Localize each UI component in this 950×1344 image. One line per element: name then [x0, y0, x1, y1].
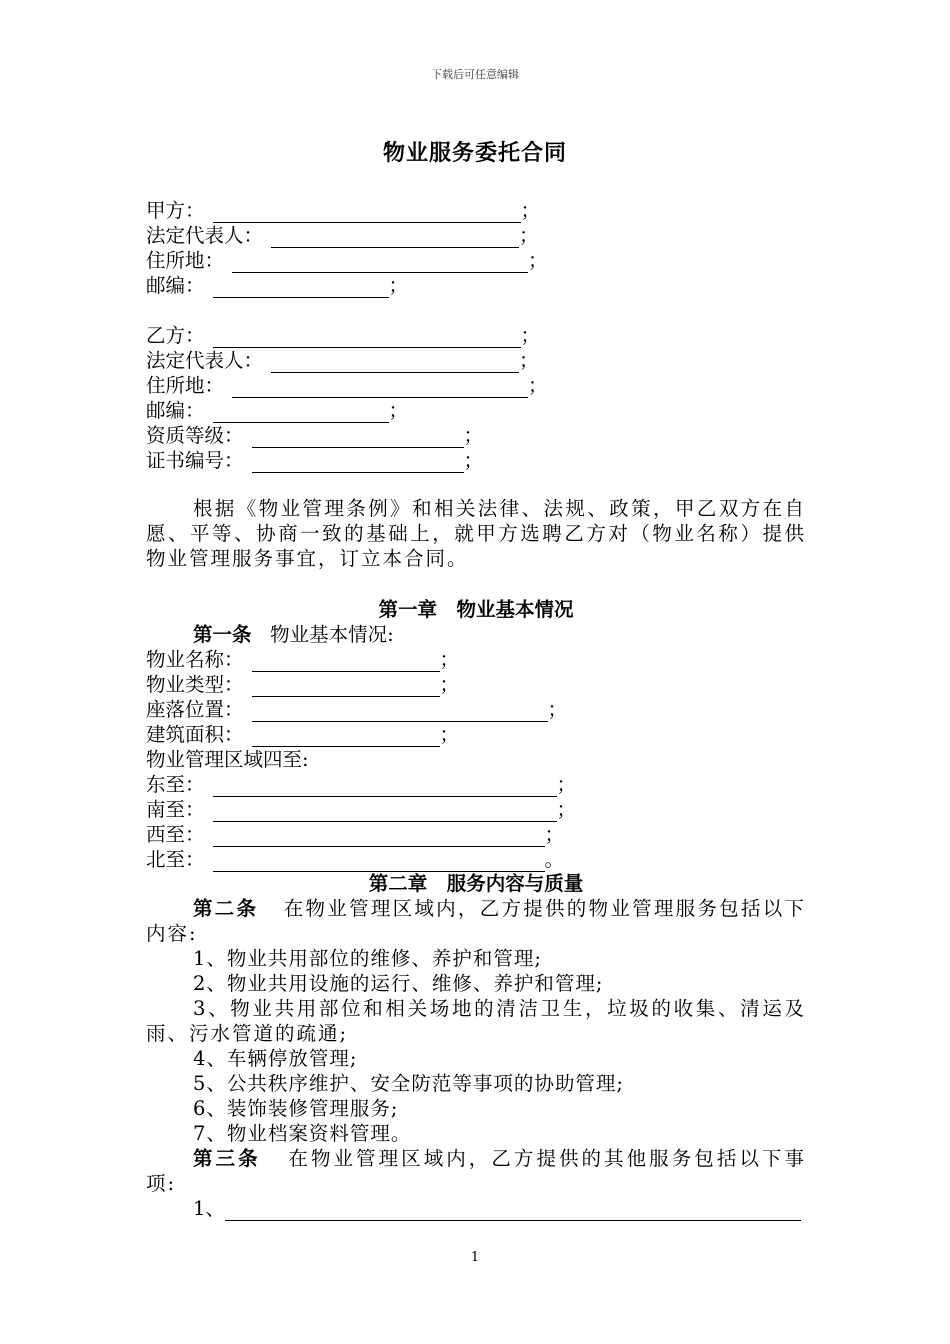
party-b-name-line — [146, 323, 806, 348]
semicolon: ； — [520, 324, 541, 347]
semicolon: ； — [556, 773, 577, 796]
chapter-2-block — [146, 871, 806, 1221]
party-a-address-blank[interactable] — [232, 253, 528, 273]
property-location-blank[interactable] — [252, 702, 548, 722]
page-number: 1 — [470, 1250, 480, 1265]
article-2-paragraph — [146, 896, 806, 946]
east-boundary-line — [146, 772, 806, 797]
north-boundary-label: 北至： — [146, 848, 205, 871]
party-b-certificate-label: 证书编号： — [146, 449, 244, 472]
property-type-label: 物业类型： — [146, 673, 244, 696]
north-boundary-line — [146, 847, 806, 872]
semicolon: ； — [439, 723, 460, 746]
article-1-line — [146, 622, 806, 647]
semicolon: ； — [439, 673, 460, 696]
west-boundary-line — [146, 822, 806, 847]
property-area-label: 建筑面积： — [146, 723, 244, 746]
intro-paragraph: 根据《物业管理条例》和相关法律、法规、政策，甲乙双方在自愿、平等、协商一致的基础上，就甲方选聘乙方对（物业名称）提供物业管理服务事宜，订立本合同。 — [146, 497, 806, 570]
article-3-item-1-line — [146, 1196, 806, 1221]
south-boundary-label: 南至： — [146, 798, 205, 821]
article-3-label: 第三条 — [193, 1147, 261, 1170]
party-b-address-label: 住所地： — [146, 374, 225, 397]
semicolon: ； — [528, 374, 548, 397]
party-a-postcode-blank[interactable] — [213, 278, 389, 298]
property-area-blank[interactable] — [252, 727, 440, 747]
semicolon: ； — [463, 424, 484, 447]
semicolon: ； — [519, 349, 539, 372]
semicolon: ； — [520, 199, 541, 222]
party-a-name-line — [146, 198, 806, 223]
article-1-text: 物业基本情况: — [270, 623, 394, 646]
service-item: 7、物业档案资料管理。 — [193, 1122, 412, 1145]
header-note: 下载后可任意编辑 — [431, 68, 519, 81]
party-a-name-label: 甲方： — [146, 199, 205, 222]
party-b-address-blank[interactable] — [232, 378, 528, 398]
party-a-block — [146, 198, 806, 298]
article-3-item-1-label: 1、 — [193, 1197, 225, 1220]
property-name-label: 物业名称： — [146, 648, 244, 671]
service-item: 5、公共秩序维护、安全防范等事项的协助管理; — [193, 1072, 624, 1095]
party-b-rep-line — [146, 348, 806, 373]
party-b-rep-label: 法定代表人： — [146, 349, 264, 372]
party-b-name-label: 乙方： — [146, 324, 205, 347]
party-a-address-line — [146, 248, 806, 273]
semicolon: ； — [556, 798, 577, 821]
west-boundary-blank[interactable] — [213, 827, 545, 847]
article-2-label: 第二条 — [193, 897, 259, 920]
party-b-qualification-blank[interactable] — [252, 428, 464, 448]
service-item: 6、装饰装修管理服务; — [193, 1097, 399, 1120]
party-b-postcode-blank[interactable] — [213, 403, 389, 423]
article-3-paragraph — [146, 1146, 806, 1196]
semicolon: ； — [544, 823, 565, 846]
chapter-1-block — [146, 597, 806, 872]
property-name-line — [146, 647, 806, 672]
contract-title: 物业服务委托合同 — [382, 140, 567, 166]
article-1-label: 第一条 — [193, 623, 252, 646]
property-location-label: 座落位置： — [146, 698, 244, 721]
party-a-name-blank[interactable] — [213, 203, 521, 223]
service-item: 3、物业共用部位和相关场地的清洁卫生，垃圾的收集、清运及雨、污水管道的疏通; — [146, 997, 806, 1045]
property-type-blank[interactable] — [252, 677, 440, 697]
period: 。 — [544, 848, 565, 871]
party-a-rep-label: 法定代表人： — [146, 224, 264, 247]
semicolon: ； — [547, 698, 568, 721]
party-a-postcode-label: 邮编： — [146, 274, 205, 297]
semicolon: ； — [439, 648, 460, 671]
article-2-text: 在物业管理区域内，乙方提供的物业管理服务包括以下内容: — [146, 897, 806, 945]
article-3-text: 在物业管理区域内，乙方提供的其他服务包括以下事项: — [146, 1147, 806, 1195]
party-a-address-label: 住所地： — [146, 249, 225, 272]
semicolon: ； — [528, 249, 548, 272]
service-item: 1、物业共用部位的维修、养护和管理; — [193, 947, 542, 970]
south-boundary-line — [146, 797, 806, 822]
party-a-rep-blank[interactable] — [271, 228, 519, 248]
party-b-name-blank[interactable] — [213, 328, 521, 348]
party-b-certificate-line — [146, 448, 806, 473]
party-b-qualification-line — [146, 423, 806, 448]
party-b-postcode-line — [146, 398, 806, 423]
party-b-address-line — [146, 373, 806, 398]
article-3-item-1-blank[interactable] — [225, 1201, 801, 1221]
west-boundary-label: 西至： — [146, 823, 205, 846]
party-b-certificate-blank[interactable] — [252, 453, 464, 473]
semicolon: ； — [463, 449, 484, 472]
semicolon: ； — [519, 224, 539, 247]
chapter-2-title: 第二章 服务内容与质量 — [368, 872, 584, 895]
property-type-line — [146, 672, 806, 697]
party-b-postcode-label: 邮编： — [146, 399, 205, 422]
service-item: 4、车辆停放管理; — [193, 1047, 358, 1070]
east-boundary-label: 东至： — [146, 773, 205, 796]
east-boundary-blank[interactable] — [213, 777, 557, 797]
south-boundary-blank[interactable] — [213, 802, 557, 822]
service-item: 2、物业共用设施的运行、维修、养护和管理; — [193, 972, 604, 995]
property-area-line — [146, 722, 806, 747]
semicolon: ； — [388, 274, 409, 297]
property-name-blank[interactable] — [252, 652, 440, 672]
party-a-rep-line — [146, 223, 806, 248]
north-boundary-blank[interactable] — [213, 852, 545, 872]
party-b-rep-blank[interactable] — [271, 353, 519, 373]
boundary-heading-line — [146, 747, 806, 772]
boundary-heading: 物业管理区域四至: — [146, 748, 309, 771]
property-location-line — [146, 697, 806, 722]
party-b-block — [146, 323, 806, 473]
party-b-qualification-label: 资质等级： — [146, 424, 244, 447]
chapter-1-title: 第一章 物业基本情况 — [378, 598, 574, 621]
semicolon: ； — [388, 399, 409, 422]
party-a-postcode-line — [146, 273, 806, 298]
